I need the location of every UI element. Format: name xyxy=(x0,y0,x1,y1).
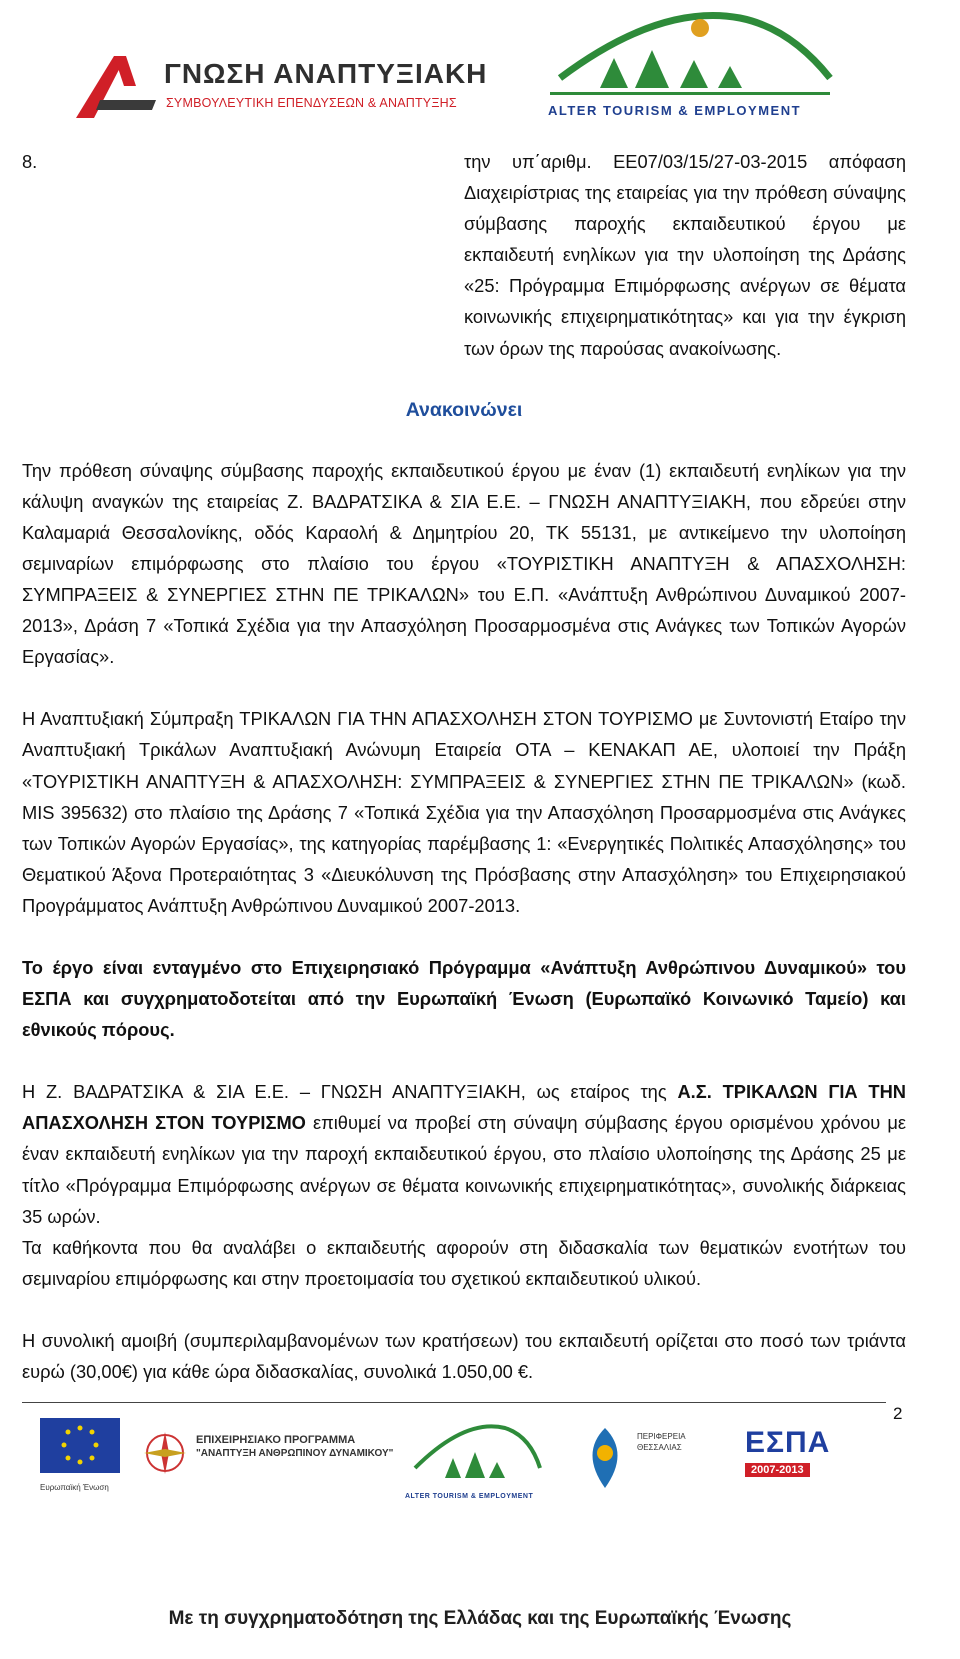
espa-logo xyxy=(745,1426,865,1478)
espa-logo-text: ΕΣΠΑ xyxy=(745,1426,831,1459)
list-item-8 xyxy=(22,146,906,364)
region-emblem-icon xyxy=(575,1423,635,1493)
footer-cofunding-text: Με τη συγχρηματοδότηση της Ελλάδας και της Ευρωπαϊκής Ένωσης xyxy=(168,1608,792,1629)
alter-tourism-logo xyxy=(540,8,850,128)
op-logo-title: ΕΠΙΧΕΙΡΗΣΙΑΚΟ ΠΡΟΓΡΑΜΜΑ xyxy=(196,1434,356,1446)
list-item-number: 8. xyxy=(22,151,38,172)
footer-banner xyxy=(0,1540,960,1659)
paragraph-intent: Την πρόθεση σύναψης σύμβασης παροχής εκπαιδευτικού έργου με έναν (1) εκπαιδευτή ενηλίκων για την κάλυψη αναγκών της εταιρείας Ζ. ΒΑΔΡΑΤΣΙΚΑ & ΣΙΑ Ε.Ε. – ΓΝΩΣΗ ΑΝΑΠΤΥΞΙΑΚΗ, που εδρεύει στην Καλαμαριά Θεσσαλονίκης, οδός Καραολή & Δημητρίου 20, ΤΚ 55131, με αντικείμενο την υλοποίηση σεμιναρίων επιμόρφωσης στο πλαίσιο του έργου «ΤΟΥΡΙΣΤΙΚΗ ΑΝΑΠΤΥΞΗ & ΑΠΑΣΧΟΛΗΣΗ: ΣΥΜΠΡΑΞΕΙΣ & ΣΥΝΕΡΓΙΕΣ ΣΤΗΝ ΠΕ ΤΡΙΚΑΛΩΝ» του Ε.Π. «Ανάπτυξη Ανθρώπινου Δυναμικού 2007-2013», Δράση 7 «Τοπικά Σχέδια για την Απασχόληση Προσαρμοσμένα στις Ανάγκες των Τοπικών Αγορών Εργασίας». xyxy=(22,459,906,668)
eu-logo-caption: Ευρωπαϊκή Ένωση xyxy=(40,1483,109,1492)
announcement-heading: Ανακοινώνει xyxy=(405,398,523,421)
region-logo-text: ΠΕΡΙΦΕΡΕΙΑ ΘΕΣΣΑΛΙΑΣ xyxy=(637,1432,686,1452)
gnosi-anaptyxiaki-logo xyxy=(66,48,488,123)
gnosi-logo-mark-icon xyxy=(66,48,166,123)
page-header xyxy=(0,0,960,140)
alter-small-caption: ALTER TOURISM & EMPLOYMENT xyxy=(405,1493,534,1500)
page-number: 2 xyxy=(893,1404,903,1423)
paragraph-contract xyxy=(22,1076,906,1231)
alter-logo-caption: ALTER TOURISM & EMPLOYMENT xyxy=(548,103,802,118)
mountain-trees-icon xyxy=(540,8,840,103)
espa-logo-years: 2007-2013 xyxy=(745,1463,810,1477)
paragraph-funding: Το έργο είναι ενταγμένο στο Επιχειρησιακό Πρόγραμμα «Ανάπτυξη Ανθρώπινου Δυναμικού» του ΕΣΠΑ και συγχρηματοδοτείται από την Ευρωπαϊκή Ένωση (Ευρωπαϊκό Κοινωνικό Ταμείο) και εθνικούς πόρους. xyxy=(22,956,906,1041)
alter-small-logo xyxy=(405,1418,545,1500)
paragraph-contract-part1: Η Ζ. ΒΑΔΡΑΤΣΙΚΑ & ΣΙΑ Ε.Ε. – ΓΝΩΣΗ ΑΝΑΠΤΥΞΙΑΚΗ, ως εταίρος της xyxy=(22,1081,678,1103)
paragraph-duties: Τα καθήκοντα που θα αναλάβει ο εκπαιδευτής αφορούν στη διδασκαλία των θεματικών ενοτήτων του σεμιναρίου επιμόρφωσης και στην προετοιμασία του σχετικού εκπαιδευτικού υλικού. xyxy=(22,1236,906,1289)
op-compass-icon xyxy=(140,1428,190,1478)
footer-logos xyxy=(30,1418,930,1518)
gnosi-logo-name: ΓΝΩΣΗ ΑΝΑΠΤΥΞΙΑΚΗ xyxy=(164,58,488,89)
list-item-text: την υπ΄αριθμ. ΕΕ07/03/15/27-03-2015 απόφαση Διαχειρίστριας της εταιρείας για την πρόθεση σύναψης σύμβασης παροχής εκπαιδευτικού έργου με εκπαιδευτή ενηλίκων για την υλοποίηση της Δράσης «25: Πρόγραμμα Επιμόρφωσης ανέργων σε θέματα κοινωνικής επιχειρηματικότητας» και για την έγκριση των όρων της παρούσας ανακοίνωσης. xyxy=(464,151,906,359)
paragraph-contract-part2: επιθυμεί να προβεί στη σύναψη σύμβασης έργου ορισμένου χρόνου με έναν εκπαιδευτή ενηλίκων για την παροχή εκπαιδευτικού έργου, στο πλαίσιο υλοποίησης της Δράσης 25 με τίτλο «Πρόγραμμα Επιμόρφωσης ανέργων σε θέματα κοινωνικής επιχειρηματικότητας», συνολικής διάρκειας 35 ωρών. xyxy=(22,1112,906,1227)
eu-logo xyxy=(40,1418,120,1492)
eu-flag-icon xyxy=(40,1418,120,1478)
document-body xyxy=(22,146,906,1387)
alter-small-mountain-icon xyxy=(405,1418,545,1488)
paragraph-remuneration: Η συνολική αμοιβή (συμπεριλαμβανομένων των κρατήσεων) του εκπαιδευτή ορίζεται στο ποσό των τριάντα ευρώ (30,00€) για κάθε ώρα διδασκαλίας, συνολικά 1.050,00 €. xyxy=(22,1329,906,1382)
footer-divider xyxy=(22,1402,886,1403)
paragraph-contract-bold: Α.Σ. ΤΡΙΚΑΛΩΝ ΓΙΑ ΤΗΝ ΑΠΑΣΧΟΛΗΣΗ ΣΤΟΝ ΤΟΥΡΙΣΜΟ xyxy=(22,1081,906,1134)
paragraph-partnership: Η Αναπτυξιακή Σύμπραξη ΤΡΙΚΑΛΩΝ ΓΙΑ ΤΗΝ ΑΠΑΣΧΟΛΗΣΗ ΣΤΟΝ ΤΟΥΡΙΣΜΟ με Συντονιστή Εταίρο την Αναπτυξιακή Τρικάλων Αναπτυξιακή Ανώνυμη Εταιρεία ΟΤΑ – ΚΕΝΑΚΑΠ ΑΕ, υλοποιεί την Πράξη «ΤΟΥΡΙΣΤΙΚΗ ΑΝΑΠΤΥΞΗ & ΑΠΑΣΧΟΛΗΣΗ: ΣΥΜΠΡΑΞΕΙΣ & ΣΥΝΕΡΓΙΕΣ ΣΤΗΝ ΠΕ ΤΡΙΚΑΛΩΝ» (κωδ. MIS 395632) στο πλαίσιο της Δράσης 7 «Τοπικά Σχέδια για την Απασχόληση Προσαρμοσμένα στις Ανάγκες των Τοπικών Αγορών Εργασίας», της κατηγορίας παρέμβασης 1: «Ενεργητικές Πολιτικές Απασχόλησης» του Θεματικού Άξονα Προτεραιότητας 3 «Διευκόλυνση της Πρόσβασης στην Απασχόληση» του Επιχειρησιακού Προγράμματος Ανάπτυξη Ανθρώπινου Δυναμικού 2007-2013. xyxy=(22,708,906,916)
gnosi-logo-subtitle: ΣΥΜΒΟΥΛΕΥΤΙΚΗ ΕΠΕΝΔΥΣΕΩΝ & ΑΝΑΠΤΥΞΗΣ xyxy=(166,96,457,110)
op-logo-subtitle: "ΑΝΑΠΤΥΞΗ ΑΝΘΡΩΠΙΝΟΥ ΔΥΝΑΜΙΚΟΥ" xyxy=(196,1448,394,1459)
